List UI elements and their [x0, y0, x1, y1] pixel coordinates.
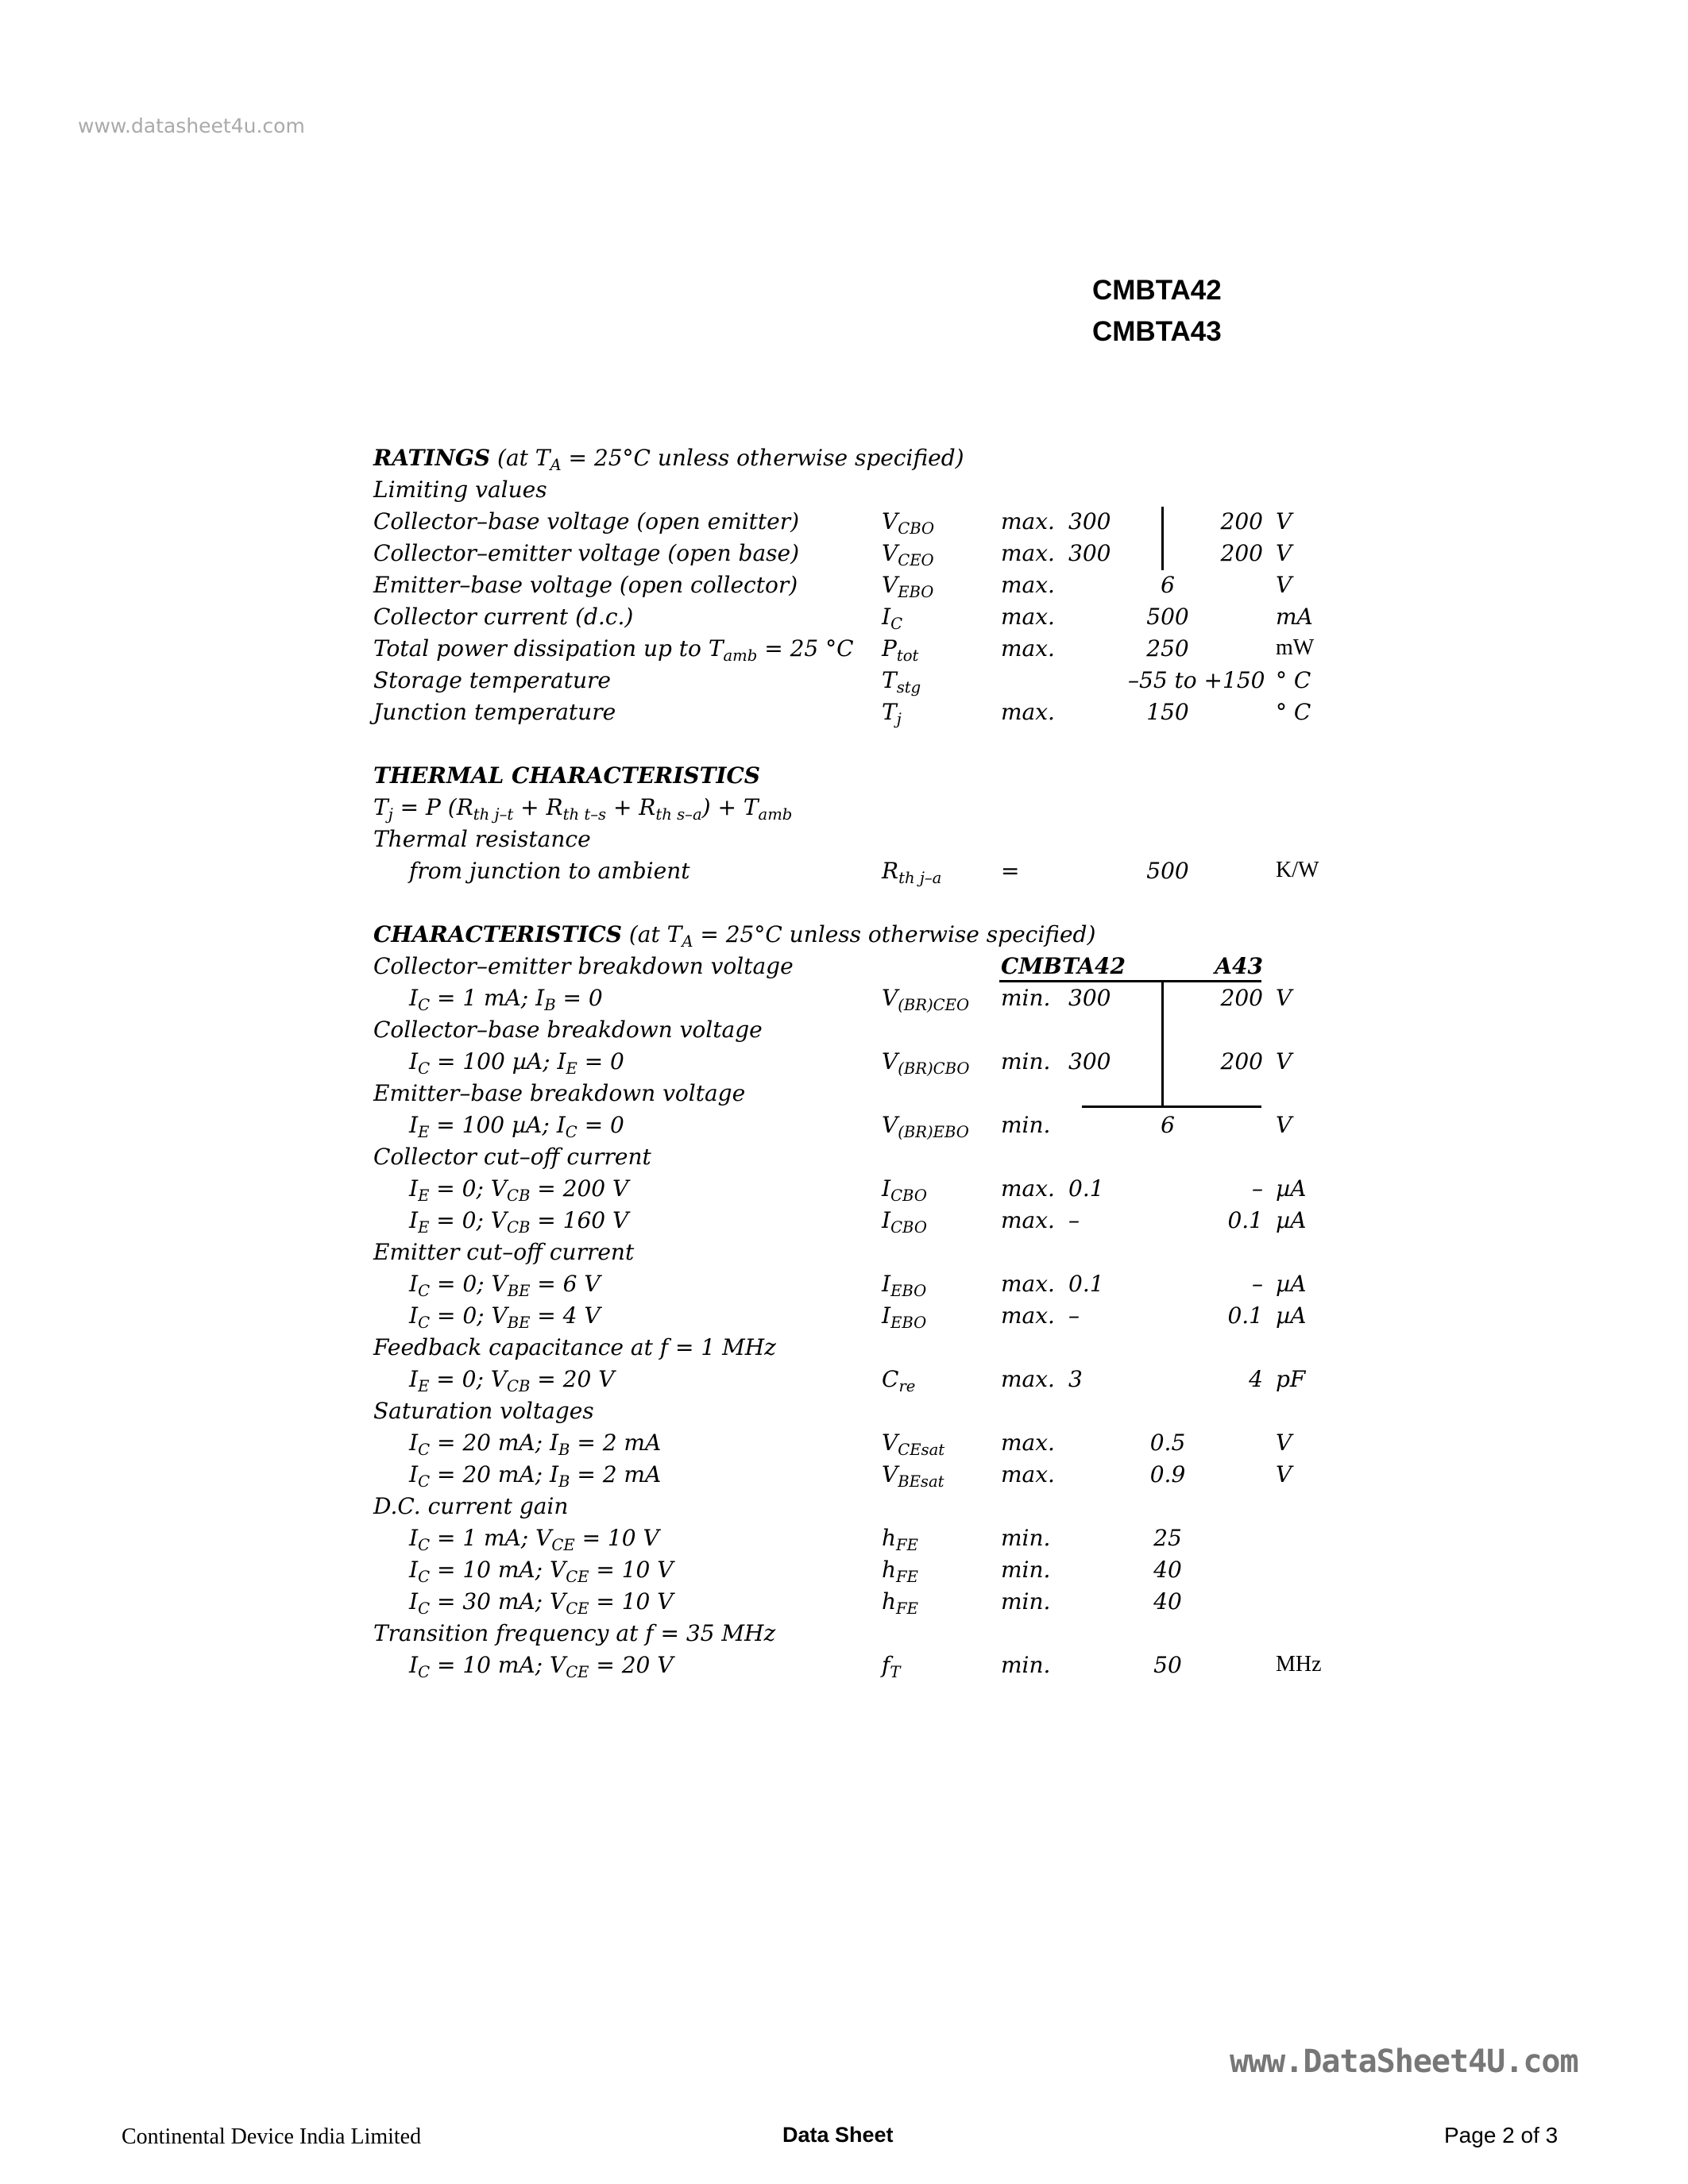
characteristic-row	[0, 1461, 1688, 1493]
value-a43: 4	[1249, 1366, 1263, 1392]
value-common: –55 to +150	[1128, 667, 1265, 693]
test-condition: $I_E = 0$; $V_{CB} = 20$ V	[409, 1366, 615, 1395]
test-condition: $I_C = 0$; $V_{BE} = 4$ V	[409, 1302, 601, 1332]
parameter-label: from junction to ambient	[409, 858, 690, 884]
symbol: $V_{(BR)CEO}$	[882, 985, 970, 1014]
value-common: 500	[1146, 604, 1189, 630]
limit-type: min.	[1001, 1048, 1051, 1075]
value-a42: 0.1	[1068, 1175, 1104, 1202]
limit-type: max.	[1001, 1271, 1055, 1297]
parameter-label: Emitter cut–off current	[373, 1239, 635, 1265]
section-title: CHARACTERISTICS (at $T_A = 25^\circ C$ unless otherwise specified)	[373, 921, 1096, 951]
footer-company: Continental Device India Limited	[122, 2124, 422, 2149]
characteristic-row	[0, 1112, 1688, 1144]
characteristic-row	[0, 1048, 1688, 1080]
characteristic-group	[0, 1398, 1688, 1430]
unit: V	[1276, 1461, 1292, 1488]
characteristic-group	[0, 953, 1688, 985]
footer-doc-type: Data Sheet	[782, 2123, 894, 2147]
limit-type: max.	[1001, 1175, 1055, 1202]
rating-row	[0, 508, 1688, 540]
value-a42: 300	[1068, 985, 1111, 1011]
symbol: $V_{EBO}$	[882, 572, 934, 601]
characteristics-title	[0, 921, 1688, 953]
limit-type: max.	[1001, 540, 1055, 566]
symbol: $h_{FE}$	[882, 1557, 918, 1586]
unit: K/W	[1276, 858, 1319, 882]
column-header-a42: CMBTA42	[1001, 953, 1126, 979]
header-underline	[999, 980, 1261, 982]
value-a42: 3	[1068, 1366, 1083, 1392]
parameter-label: Emitter–base breakdown voltage	[373, 1080, 746, 1106]
parameter-label: Storage temperature	[373, 667, 611, 693]
test-condition: $I_E = 100$ µA; $I_C = 0$	[409, 1112, 624, 1141]
rating-row	[0, 540, 1688, 572]
limit-type: min.	[1001, 1112, 1051, 1138]
part-numbers	[1092, 270, 1222, 353]
rating-row	[0, 699, 1688, 731]
test-condition: $I_C = 10$ mA; $V_{CE} = 20$ V	[409, 1652, 674, 1681]
characteristic-group	[0, 1080, 1688, 1112]
thermal-title	[0, 762, 1688, 794]
unit: MHz	[1276, 1652, 1322, 1677]
unit: V	[1276, 508, 1292, 534]
unit: µA	[1276, 1271, 1307, 1297]
thermal-resistance-label	[0, 826, 1688, 858]
column-divider	[1161, 980, 1164, 1106]
characteristic-row	[0, 1652, 1688, 1684]
characteristic-row	[0, 1366, 1688, 1398]
value-a43: 200	[1220, 1048, 1263, 1075]
characteristic-group	[0, 1493, 1688, 1525]
thermal-equation	[0, 794, 1688, 826]
test-condition: $I_C = 20$ mA; $I_B = 2$ mA	[409, 1461, 662, 1491]
value-common: 25	[1153, 1525, 1182, 1551]
parameter-label: Collector cut–off current	[373, 1144, 651, 1170]
unit: µA	[1276, 1175, 1307, 1202]
value-a43: 0.1	[1227, 1302, 1263, 1329]
limit-type: max.	[1001, 1207, 1055, 1233]
symbol: $I_{EBO}$	[882, 1271, 927, 1300]
symbol: $V_{CEsat}$	[882, 1430, 945, 1459]
symbol: $I_{CBO}$	[882, 1207, 927, 1237]
rating-row	[0, 667, 1688, 699]
limit-type: min.	[1001, 1588, 1051, 1615]
characteristic-group	[0, 1334, 1688, 1366]
test-condition: $I_C = 10$ mA; $V_{CE} = 10$ V	[409, 1557, 674, 1586]
value-common: 6	[1161, 1112, 1175, 1138]
footer-page-number: Page 2 of 3	[1444, 2123, 1559, 2147]
value-common: 500	[1146, 858, 1189, 884]
test-condition: $I_C = 100$ µA; $I_E = 0$	[409, 1048, 624, 1078]
unit: µA	[1276, 1207, 1307, 1233]
symbol: $T_{stg}$	[882, 667, 921, 696]
limit-type: max.	[1001, 635, 1055, 662]
limit-type: max.	[1001, 604, 1055, 630]
characteristic-group	[0, 1620, 1688, 1652]
equation: $T_j = P$ $(R_{th j-t} + R_{th t-s} + R_{th s-a}) + T_{amb}$	[373, 794, 793, 824]
limit-type: min.	[1001, 985, 1051, 1011]
symbol: $V_{(BR)CBO}$	[882, 1048, 970, 1078]
characteristic-group	[0, 1144, 1688, 1175]
value-a43: –	[1252, 1175, 1263, 1202]
part-number-2: CMBTA43	[1092, 316, 1222, 347]
unit: V	[1276, 985, 1292, 1011]
limit-type: max.	[1001, 1366, 1055, 1392]
characteristic-group	[0, 1239, 1688, 1271]
value-common: 40	[1153, 1557, 1182, 1583]
value-a43: 200	[1220, 985, 1263, 1011]
test-condition: $I_E = 0$; $V_{CB} = 160$ V	[409, 1207, 629, 1237]
unit: V	[1276, 540, 1292, 566]
characteristic-row	[0, 1302, 1688, 1334]
divider-bottom	[1082, 1106, 1261, 1108]
characteristic-row	[0, 1271, 1688, 1302]
limit-type: max.	[1001, 1302, 1055, 1329]
test-condition: $I_E = 0$; $V_{CB} = 200$ V	[409, 1175, 629, 1205]
value-common: 250	[1146, 635, 1189, 662]
value-common: 150	[1146, 699, 1189, 725]
unit: ° C	[1276, 667, 1311, 693]
value-a43: 0.1	[1227, 1207, 1263, 1233]
test-condition: $I_C = 0$; $V_{BE} = 6$ V	[409, 1271, 601, 1300]
characteristic-row	[0, 1430, 1688, 1461]
characteristic-row	[0, 1207, 1688, 1239]
unit: mW	[1276, 635, 1315, 660]
unit: mA	[1276, 604, 1313, 630]
value-a43: 200	[1220, 540, 1263, 566]
relation: =	[1001, 858, 1020, 884]
rating-row	[0, 572, 1688, 604]
value-a42: –	[1068, 1207, 1080, 1233]
characteristic-group	[0, 1017, 1688, 1048]
limit-type: max.	[1001, 699, 1055, 725]
parameter-label: Transition frequency at f = 35 MHz	[373, 1620, 776, 1646]
symbol: $V_{CEO}$	[882, 540, 934, 569]
unit: V	[1276, 572, 1292, 598]
characteristic-row	[0, 1557, 1688, 1588]
symbol: $R_{th j-a}$	[882, 858, 942, 887]
subsection-label: Limiting values	[373, 477, 547, 503]
unit: V	[1276, 1112, 1292, 1138]
test-condition: $I_C = 30$ mA; $V_{CE} = 10$ V	[409, 1588, 674, 1618]
value-a43: –	[1252, 1271, 1263, 1297]
value-a43: 200	[1220, 508, 1263, 534]
limit-type: min.	[1001, 1557, 1051, 1583]
test-condition: $I_C = 1$ mA; $I_B = 0$	[409, 985, 603, 1014]
value-common: 6	[1161, 572, 1175, 598]
symbol: $I_C$	[882, 604, 903, 633]
limit-type: min.	[1001, 1652, 1051, 1678]
symbol: $f_T$	[882, 1652, 901, 1681]
parameter-label: Collector–base breakdown voltage	[373, 1017, 763, 1043]
column-header-a43: A43	[1215, 953, 1263, 979]
limit-type: min.	[1001, 1525, 1051, 1551]
symbol: $V_{(BR)EBO}$	[882, 1112, 969, 1141]
limit-type: max.	[1001, 572, 1055, 598]
parameter-label: Total power dissipation up to $T_{amb} = 25$ °C	[373, 635, 854, 665]
rating-row	[0, 635, 1688, 667]
unit: V	[1276, 1430, 1292, 1456]
part-number-1: CMBTA42	[1092, 275, 1222, 306]
characteristic-row	[0, 1525, 1688, 1557]
test-condition: $I_C = 1$ mA; $V_{CE} = 10$ V	[409, 1525, 659, 1554]
value-a42: 300	[1068, 540, 1111, 566]
limit-type: max.	[1001, 508, 1055, 534]
watermark-bottom: www.DataSheet4U.com	[1230, 2043, 1578, 2080]
section-title: THERMAL CHARACTERISTICS	[373, 762, 761, 789]
parameter-label: Collector–emitter voltage (open base)	[373, 540, 800, 566]
limit-type: max.	[1001, 1461, 1055, 1488]
thermal-row	[0, 858, 1688, 889]
unit: V	[1276, 1048, 1292, 1075]
symbol: $I_{EBO}$	[882, 1302, 927, 1332]
watermark-top: www.datasheet4u.com	[78, 114, 305, 137]
rating-row	[0, 604, 1688, 635]
symbol: $T_j$	[882, 699, 902, 728]
parameter-label: Feedback capacitance at f = 1 MHz	[373, 1334, 776, 1360]
symbol: $I_{CBO}$	[882, 1175, 927, 1205]
symbol: $V_{BEsat}$	[882, 1461, 944, 1491]
parameter-label: Junction temperature	[373, 699, 616, 725]
parameter-label: Collector current (d.c.)	[373, 604, 634, 630]
symbol: $P_{tot}$	[882, 635, 919, 665]
parameter-label: Saturation voltages	[373, 1398, 594, 1424]
value-common: 0.9	[1149, 1461, 1186, 1488]
parameter-label: Emitter–base voltage (open collector)	[373, 572, 798, 598]
symbol: $V_{CBO}$	[882, 508, 935, 538]
limit-type: max.	[1001, 1430, 1055, 1456]
parameter-label: Collector–emitter breakdown voltage	[373, 953, 794, 979]
subsection-label: Thermal resistance	[373, 826, 591, 852]
characteristic-row	[0, 1175, 1688, 1207]
value-a42: –	[1068, 1302, 1080, 1329]
value-a42: 300	[1068, 1048, 1111, 1075]
section-title: RATINGS (at $T_A = 25^\circ C$ unless otherwise specified)	[373, 445, 964, 474]
limiting-values-label	[0, 477, 1688, 508]
characteristic-row	[0, 985, 1688, 1017]
test-condition: $I_C = 20$ mA; $I_B = 2$ mA	[409, 1430, 662, 1459]
value-common: 0.5	[1149, 1430, 1186, 1456]
value-common: 40	[1153, 1588, 1182, 1615]
characteristic-row	[0, 1588, 1688, 1620]
unit: µA	[1276, 1302, 1307, 1329]
unit: pF	[1276, 1366, 1306, 1392]
value-common: 50	[1153, 1652, 1182, 1678]
parameter-label: Collector–base voltage (open emitter)	[373, 508, 800, 534]
ratings-title	[0, 445, 1688, 477]
value-a42: 300	[1068, 508, 1111, 534]
value-a42: 0.1	[1068, 1271, 1104, 1297]
parameter-label: D.C. current gain	[373, 1493, 569, 1519]
symbol: $h_{FE}$	[882, 1525, 918, 1554]
unit: ° C	[1276, 699, 1311, 725]
symbol: $C_{re}$	[882, 1366, 916, 1395]
symbol: $h_{FE}$	[882, 1588, 918, 1618]
column-divider	[1161, 507, 1164, 570]
